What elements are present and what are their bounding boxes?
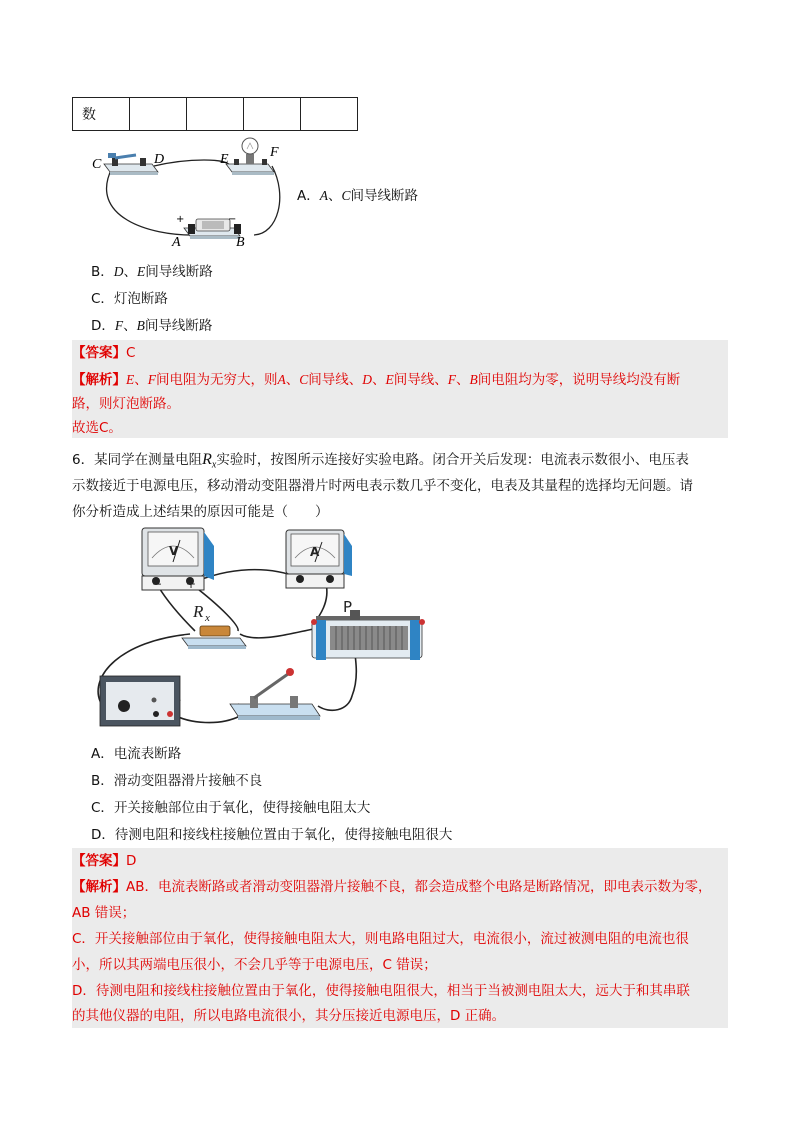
label-b: B xyxy=(236,235,245,250)
label-f: F xyxy=(270,145,279,160)
analysis-text: 、 xyxy=(134,372,148,388)
q5-circuit-figure xyxy=(88,136,298,254)
q5-option-c xyxy=(91,289,168,309)
option-text: 滑动变阻器滑片接触不良 xyxy=(113,773,263,789)
analysis-text: 间电阻为无穷大，则 xyxy=(156,372,278,388)
q5-answer-box xyxy=(72,340,728,438)
option-letter: A xyxy=(319,188,328,203)
label-a: A xyxy=(172,235,181,250)
label-d: D xyxy=(154,152,165,167)
knife-switch-icon xyxy=(230,668,320,720)
q6-analysis-line3: C．开关接触部位由于氧化，使得接触电阻太大，则电路电阻过大，电流很小，流过被测电阻的电流也很 xyxy=(72,931,689,947)
q6-analysis-line2: AB 错误； xyxy=(72,905,136,921)
analysis-letter: D xyxy=(362,372,373,387)
q6-analysis-line1 xyxy=(72,874,712,901)
slider-p-label: P xyxy=(343,598,353,616)
option-prefix: B． xyxy=(91,264,114,280)
option-sep: 、 xyxy=(328,188,342,204)
q6-stem-line3: 你分析造成上述结果的原因可能是（ ） xyxy=(72,504,329,520)
table-cell xyxy=(301,98,358,131)
label-plus: + xyxy=(176,214,185,225)
q6-analysis-line4: 小，所以其两端电压很小，不会几乎等于电源电压，C 错误； xyxy=(72,957,437,973)
q6-answer xyxy=(72,848,136,875)
voltmeter-label: V xyxy=(169,544,179,558)
rx-subscript: x xyxy=(211,459,217,471)
q5-analysis-line1 xyxy=(72,366,680,394)
option-text: 电流表断路 xyxy=(113,746,182,762)
rx-symbol: R xyxy=(202,451,212,468)
bulb-icon xyxy=(226,138,274,175)
answer-value: C xyxy=(126,345,136,361)
table-cell xyxy=(187,98,244,131)
q5-answer xyxy=(72,340,135,367)
q6-analysis-line6: 的其他仪器的电阻，所以电路电流很小，其分压接近电源电压，D 正确。 xyxy=(72,1008,506,1024)
option-prefix: C． xyxy=(91,291,114,307)
q6-option-b xyxy=(91,771,262,791)
analysis-letter: F xyxy=(147,372,156,387)
table-fragment xyxy=(72,97,358,131)
power-supply-icon xyxy=(100,676,180,726)
analysis-letter: C xyxy=(299,372,309,387)
table-cell-label: 数 xyxy=(73,98,130,131)
voltmeter-minus: − xyxy=(152,577,163,591)
analysis-letter: B xyxy=(469,372,478,387)
analysis-text: 、 xyxy=(456,372,470,388)
switch-icon xyxy=(104,153,158,175)
option-text: 灯泡断路 xyxy=(113,291,168,307)
table-row xyxy=(73,98,358,131)
option-letter: C xyxy=(341,188,351,203)
option-prefix: B． xyxy=(91,773,114,789)
q6-option-a xyxy=(91,744,181,764)
label-minus: − xyxy=(228,214,237,225)
rx-label: R xyxy=(193,602,204,621)
analysis-tag: 【解析】 xyxy=(72,372,126,388)
option-prefix: A． xyxy=(297,188,320,204)
option-sep: 、 xyxy=(123,264,138,280)
analysis-letter: E xyxy=(385,372,394,387)
option-text: 间导线断路 xyxy=(144,318,213,334)
option-prefix: A． xyxy=(91,746,114,762)
analysis-text: 、 xyxy=(285,372,300,388)
answer-tag: 【答案】 xyxy=(72,345,126,361)
table-cell xyxy=(244,98,301,131)
option-letter: E xyxy=(137,264,146,279)
answer-value: D xyxy=(126,853,137,869)
analysis-text: AB．电流表断路或者滑动变阻器滑片接触不良，都会造成整个电路是断路情况，即电表示数为零， xyxy=(126,879,712,895)
option-letter: F xyxy=(114,318,124,333)
option-prefix: C． xyxy=(91,800,114,816)
label-e: E xyxy=(220,152,229,167)
q5-analysis-line3: 故选C。 xyxy=(72,420,122,436)
option-text: 待测电阻和接线柱接触位置由于氧化，使得接触电阻很大 xyxy=(114,827,453,843)
analysis-letter: F xyxy=(447,372,457,387)
analysis-text: 间导线、 xyxy=(308,372,363,388)
q6-option-d xyxy=(91,825,452,845)
rx-label-sub: x xyxy=(205,612,210,624)
analysis-text: 间电阻均为零，说明导线均没有断 xyxy=(477,372,681,388)
analysis-text: 间导线、 xyxy=(393,372,448,388)
voltmeter-icon xyxy=(142,528,214,591)
analysis-tag: 【解析】 xyxy=(72,879,126,895)
option-text: 间导线断路 xyxy=(145,264,213,280)
answer-tag: 【答案】 xyxy=(72,853,126,869)
option-prefix: D． xyxy=(91,318,115,334)
q5-option-b xyxy=(91,262,213,282)
stem-text: 实验时，按图所示连接好实验电路。闭合开关后发现：电流表示数很小、电压表 xyxy=(216,452,689,468)
ammeter-label: A xyxy=(310,545,320,559)
q6-circuit-figure xyxy=(90,526,440,736)
question-number: 6． xyxy=(72,452,95,468)
option-text: 开关接触部位由于氧化，使得接触电阻太大 xyxy=(113,800,371,816)
q6-answer-box xyxy=(72,848,728,1028)
option-letter: B xyxy=(136,318,145,333)
analysis-letter: A xyxy=(277,372,286,387)
option-prefix: D． xyxy=(91,827,115,843)
analysis-text: 、 xyxy=(372,372,386,388)
ammeter-icon xyxy=(286,530,352,588)
q5-option-a xyxy=(297,186,418,206)
q6-analysis-line5: D．待测电阻和接线柱接触位置由于氧化，使得接触电阻很大，相当于当被测电阻太大，远大于和其串联 xyxy=(72,983,690,999)
q5-option-d xyxy=(91,316,212,336)
label-c: C xyxy=(92,157,102,172)
q6-stem-line2: 示数接近于电源电压，移动滑动变阻器滑片时两电表示数几乎不变化，电表及其量程的选择均无问题。请 xyxy=(72,478,693,494)
voltmeter-plus: + xyxy=(186,577,197,591)
stem-text: 某同学在测量电阻 xyxy=(94,452,203,468)
q5-analysis-line2: 路，则灯泡断路。 xyxy=(72,396,180,412)
option-letter: D xyxy=(113,264,124,279)
analysis-letter: E xyxy=(126,372,135,387)
rheostat-icon xyxy=(311,598,425,660)
table-cell xyxy=(130,98,187,131)
option-text: 间导线断路 xyxy=(350,188,419,204)
q6-option-c xyxy=(91,798,370,818)
option-sep: 、 xyxy=(123,318,137,334)
